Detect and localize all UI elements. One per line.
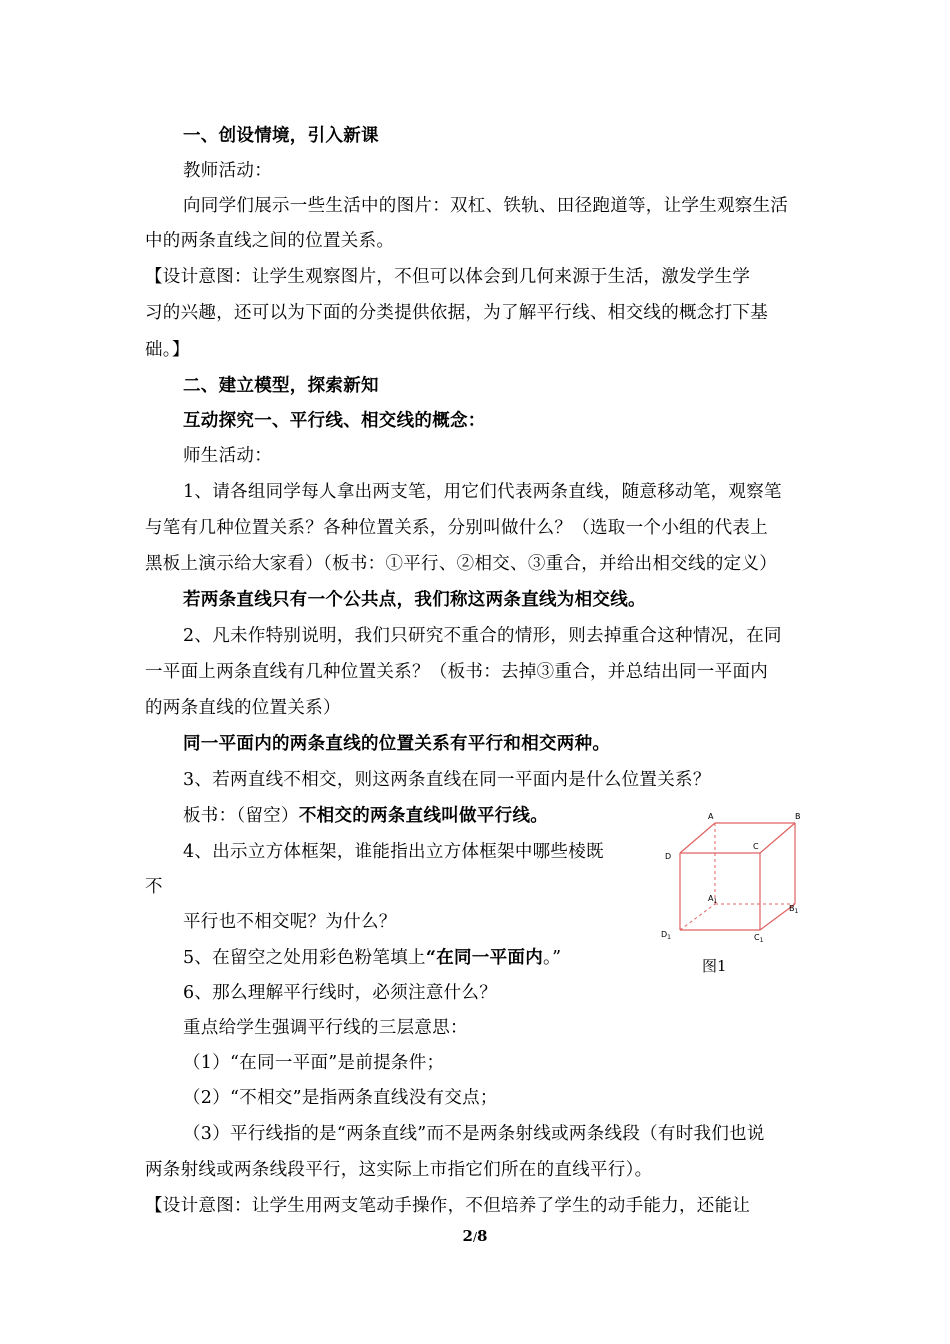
- question-line: [183, 945, 561, 971]
- question-line: 黑板上演示给大家看）（板书：①平行、②相交、③重合，并给出相交线的定义）: [145, 554, 778, 574]
- question-line: 3、若两直线不相交，则这两条直线在同一平面内是什么位置关系？: [183, 770, 711, 790]
- page-total: 8: [477, 1227, 488, 1245]
- question-line: 6、那么理解平行线时，必须注意什么？: [183, 983, 498, 1003]
- vertex-label-c1: $C_1$: [754, 933, 764, 944]
- meaning-point: （3）平行线指的是“两条直线”而不是两条射线或两条线段（有时我们也说: [183, 1124, 765, 1144]
- design-intent-line: 【设计意图：让学生用两支笔动手操作，不但培养了学生的动手能力，还能让: [145, 1196, 751, 1216]
- section2-subheading: 互动探究一、平行线、相交线的概念：: [183, 411, 486, 431]
- section1-heading: 一、创设情境，引入新课: [183, 126, 379, 146]
- page-number: [0, 1227, 950, 1245]
- page-separator: /: [472, 1230, 478, 1244]
- meaning-point: 两条射线或两条线段平行，这实际上市指它们所在的直线平行）。: [145, 1160, 653, 1180]
- intersect-definition: 若两条直线只有一个公共点，我们称这两条直线为相交线。: [183, 590, 646, 610]
- design-intent-line: 础。】: [145, 340, 190, 360]
- vertex-label-d: D: [665, 852, 672, 861]
- vertex-label-b1: $B_1$: [789, 904, 799, 915]
- paragraph-line: 中的两条直线之间的位置关系。: [145, 231, 395, 251]
- question-line: 的两条直线的位置关系）: [145, 698, 341, 718]
- vertex-label-c: C: [753, 842, 759, 851]
- question-line: 4、出示立方体框架，谁能指出立方体框架中哪些棱既: [183, 842, 604, 862]
- position-conclusion: 同一平面内的两条直线的位置关系有平行和相交两种。: [183, 734, 611, 754]
- hidden-edges: [680, 823, 795, 930]
- vertex-label-a1: $A_1$: [708, 894, 718, 905]
- vertex-label-b: B: [795, 812, 801, 821]
- cube-frame-figure: [655, 808, 810, 948]
- meaning-point: （2）“不相交”是指两条直线没有交点；: [183, 1088, 498, 1108]
- paragraph-line: 向同学们展示一些生活中的图片：双杠、铁轨、田径跑道等，让学生观察生活: [183, 196, 789, 216]
- board-note-prefix: 板书：（留空）: [183, 806, 299, 826]
- design-intent-line: 习的兴趣，还可以为下面的分类提供依据，为了解平行线、相交线的概念打下基: [145, 303, 768, 323]
- section2-heading: 二、建立模型，探索新知: [183, 376, 379, 396]
- design-intent-line: 【设计意图：让学生观察图片，不但可以体会到几何来源于生活，激发学生学: [145, 267, 751, 287]
- teacher-activity-label: 教师活动：: [183, 161, 272, 181]
- parallel-definition: 不相交的两条直线叫做平行线。: [298, 806, 549, 826]
- page-current: 2: [462, 1227, 473, 1245]
- meaning-point: （1）“在同一平面”是前提条件；: [183, 1053, 445, 1073]
- edge-cb: [760, 823, 795, 853]
- question-line: 不: [145, 877, 163, 897]
- figure-caption: 图1: [702, 957, 727, 975]
- emphasis-line: 重点给学生强调平行线的三层意思：: [183, 1018, 468, 1038]
- question-line: 2、凡未作特别说明，我们只研究不重合的情形，则去掉重合这种情况，在同: [183, 626, 782, 646]
- q5-bold: “在同一平面内: [425, 948, 544, 968]
- q5-prefix: 5、在留空之处用彩色粉笔填上: [183, 948, 426, 968]
- vertex-label-a: A: [708, 812, 714, 821]
- activity-label: 师生活动：: [183, 446, 272, 466]
- vertex-label-d1: $D_1$: [661, 930, 671, 941]
- board-note: [183, 803, 548, 829]
- question-line: 平行也不相交呢？为什么？: [183, 912, 397, 932]
- edge-d1a1: [680, 904, 715, 930]
- edge-da: [680, 823, 715, 853]
- q5-suffix: 。”: [543, 948, 562, 968]
- question-line: 一平面上两条直线有几种位置关系？（板书：去掉③重合，并总结出同一平面内: [145, 662, 768, 682]
- cube-edges: [680, 823, 795, 930]
- question-line: 与笔有几种位置关系？各种位置关系，分别叫做什么？（选取一个小组的代表上: [145, 518, 768, 538]
- question-line: 1、请各组同学每人拿出两支笔，用它们代表两条直线，随意移动笔，观察笔: [183, 482, 782, 502]
